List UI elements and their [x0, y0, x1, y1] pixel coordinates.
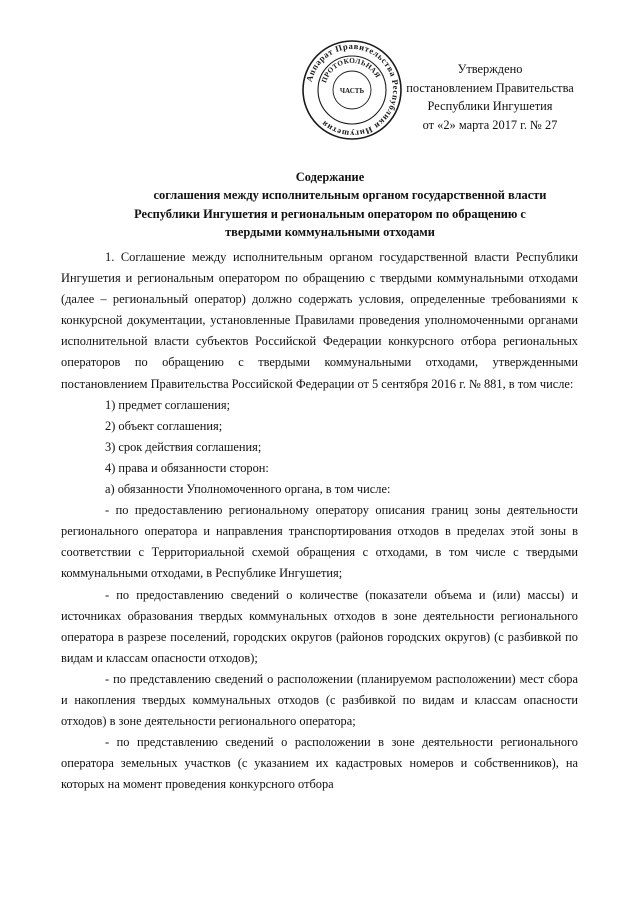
heading-title: Содержание: [295, 170, 365, 184]
seal-outer-text: Аппарат Правительства Республики Ингушетия: [303, 40, 402, 140]
paragraph: 1. Соглашение между исполнительным органом государственной власти Республики Ингушетия и региональным оператором по обращению с твердыми коммунальными отходами (далее – региональный оператор) должно содержать условия, определенные требованиями к конкурсной документации, установленные Правилами проведения уполномоченными органами исполнительной власти субъектов Российской Федерации конкурсного отбора региональных операторов по обращению с твердыми коммунальными отходами, утвержденными постановлением Правительства Российской Федерации от 5 сентября 2016 г. № 881, в том числе:: [61, 250, 578, 391]
svg-text:ПРОТОКОЛЬНАЯ: [320, 57, 382, 84]
list-item: 3) срок действия соглашения;: [105, 439, 262, 454]
approval-line-2: постановлением Правительства: [406, 80, 574, 95]
heading-line-2: соглашения между исполнительным органом государственной власти: [153, 188, 547, 203]
heading-line-4: твердыми коммунальными отходами: [225, 224, 435, 239]
document-heading: [60, 168, 640, 241]
paragraph: - по представлению сведений о расположении в зоне деятельности регионального оператора земельных участков (с указанием их кадастровых номеров и собственников), на которых на момент проведения конкурсного отбора: [61, 735, 578, 792]
paragraph: - по предоставлению сведений о количестве (показатели объема и (или) массы) и источниках образования твердых коммунальных отходов в зоне деятельности регионального оператора в разрезе поселений, городских округов (районов городских округов) (с разбивкой по видам и классам опасности отходов);: [61, 587, 578, 665]
seal-center-text: ЧАСТЬ: [339, 87, 365, 95]
paragraph: - по представлению сведений о расположении (планируемом расположении) мест сбора и накопления твердых коммунальных отходов (с разбивкой по видам и классам опасности отходов) в зоне деятельности регионального оператора;: [61, 671, 578, 729]
official-seal-stamp: [300, 38, 404, 142]
approval-block: [380, 60, 600, 134]
approval-line-3: Республики Ингушетия: [427, 99, 553, 113]
paragraph: - по предоставлению региональному оператору описания границ зоны деятельности регионального оператора и направления транспортирования отходов в пределах этой зоны в соответствии с Территориальной схемой обращения с отходами, в том числе с твердыми коммунальными отходами, в Республике Ингушетия;: [61, 503, 578, 581]
list-item: 4) права и обязанности сторон:: [105, 460, 269, 475]
heading-line-3: Республики Ингушетия и региональным оператором по обращению с: [134, 206, 526, 221]
list-item: 1) предмет соглашения;: [105, 397, 231, 412]
list-item: 2) объект соглашения;: [105, 418, 223, 433]
approval-line-4: от «2» марта 2017 г. № 27: [422, 117, 558, 132]
list-item: а) обязанности Уполномоченного органа, в том числе:: [105, 482, 391, 497]
seal-middle-text: ПРОТОКОЛЬНАЯ: [320, 56, 382, 84]
approval-line-1: Утверждено: [457, 62, 523, 76]
document-body: [61, 247, 578, 795]
